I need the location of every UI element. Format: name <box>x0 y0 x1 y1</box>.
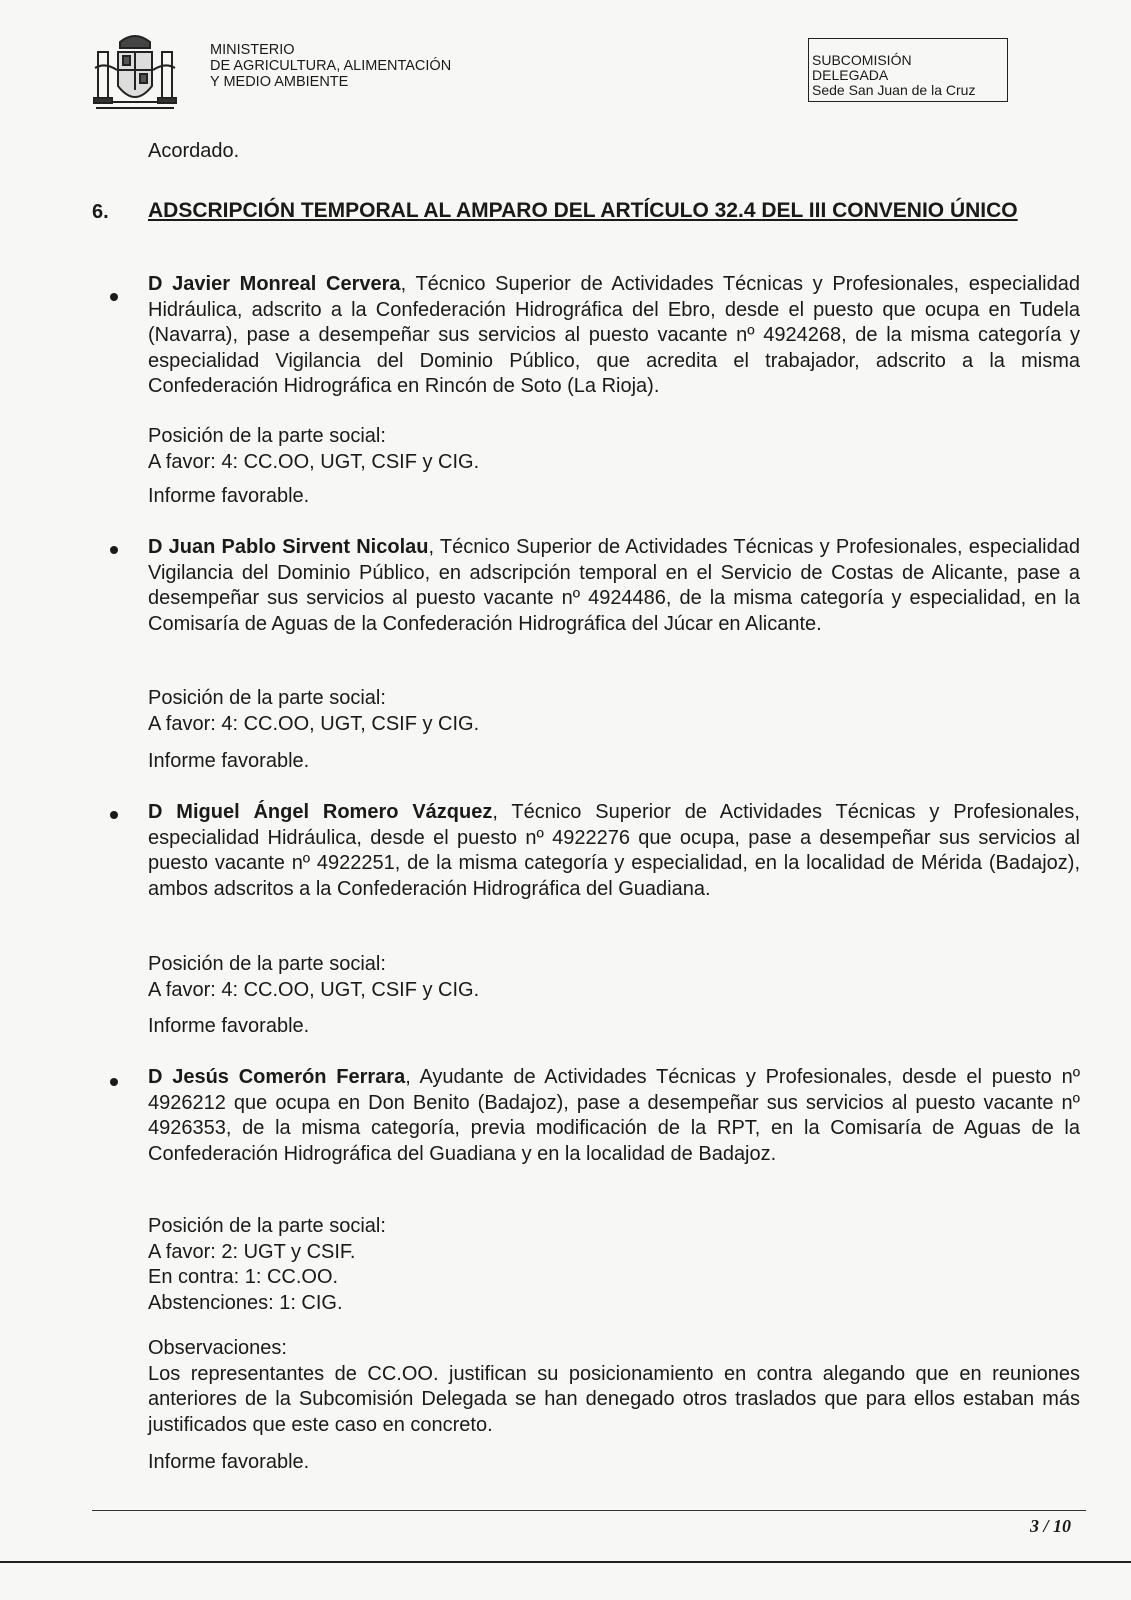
ministry-line: MINISTERIO <box>210 42 295 58</box>
person-name: D Miguel Ángel Romero Vázquez <box>148 801 493 823</box>
observations-text: Los representantes de CC.OO. justifican su posicionamiento en contra alegando que en reuniones anteriores de la Subcomisión Delegada se han denegado otros traslados que para ellos estaban más justificados que este caso en concreto. <box>148 1362 1080 1436</box>
item-text: , Ayudante de Actividades Técnicas y Profesionales, desde el puesto nº 4926212 que ocupa en Don Benito (Badajoz), pase a desempeñar sus servicios al puesto vacante nº 4926353, de la misma categoría, previa modificación de la RPT, en la Comisaría de Aguas de la Confederación Hidrográfica del Guadiana y en la localidad de Badajoz. <box>148 1066 1080 1165</box>
observations <box>148 1336 1080 1438</box>
position-line: En contra: 1: CC.OO. <box>148 1266 339 1288</box>
person-name: D Juan Pablo Sirvent Nicolau <box>148 536 429 558</box>
subcommission-line: DELEGADA <box>812 67 889 83</box>
bullet-icon <box>110 1078 118 1086</box>
social-position <box>148 424 479 475</box>
ministry-name <box>210 42 451 90</box>
list-item <box>148 535 1080 637</box>
bullet-icon <box>110 546 118 554</box>
scan-edge-line <box>0 1561 1131 1563</box>
subcommission-box <box>808 38 1008 102</box>
ministry-line: Y MEDIO AMBIENTE <box>210 74 349 90</box>
person-name: D Jesús Comerón Ferrara <box>148 1066 406 1088</box>
bullet-icon <box>110 293 118 301</box>
position-line: A favor: 2: UGT y CSIF. <box>148 1240 356 1263</box>
report-text: Informe favorable. <box>148 485 310 507</box>
report-text: Informe favorable. <box>148 1451 310 1473</box>
list-item <box>148 272 1080 400</box>
section-number: 6. <box>92 201 109 223</box>
position-line: A favor: 4: CC.OO, UGT, CSIF y CIG. <box>148 978 480 1001</box>
position-line: Posición de la parte social: <box>148 1215 386 1237</box>
list-item <box>148 800 1080 902</box>
social-position <box>148 952 479 1003</box>
item-paragraph <box>148 272 1080 400</box>
position-line: Posición de la parte social: <box>148 953 386 975</box>
item-text: , Técnico Superior de Actividades Técnicas y Profesionales, especialidad Hidráulica, adscrito a la Confederación Hidrográfica del Ebro, desde el puesto que ocupa en Tudela (Navarra), pase a desempeñar sus servicios al puesto vacante nº 4924268, de la misma categoría y especialidad Vigilancia del Dominio Público, que acredita el trabajador, adscrito a la misma Confederación Hidrográfica en Rincón de Soto (La Rioja). <box>148 273 1080 397</box>
subcommission-line: SUBCOMISIÓN <box>812 52 912 68</box>
section-title: ADSCRIPCIÓN TEMPORAL AL AMPARO DEL ARTÍCULO 32.4 DEL III CONVENIO ÚNICO <box>148 199 1018 222</box>
item-paragraph <box>148 1065 1080 1167</box>
ministry-line: DE AGRICULTURA, ALIMENTACIÓN <box>210 58 452 74</box>
item-paragraph <box>148 800 1080 902</box>
list-item <box>148 1065 1080 1167</box>
report-text: Informe favorable. <box>148 1015 310 1037</box>
page-header <box>0 0 1131 120</box>
report-text: Informe favorable. <box>148 750 310 772</box>
coat-of-arms-icon <box>90 28 180 114</box>
footer-divider <box>92 1510 1086 1511</box>
bullet-icon <box>110 811 118 819</box>
social-position <box>148 686 479 737</box>
person-name: D Javier Monreal Cervera <box>148 273 401 295</box>
position-line: Posición de la parte social: <box>148 687 386 709</box>
item-text: , Técnico Superior de Actividades Técnicas y Profesionales, especialidad Vigilancia del Dominio Público, en adscripción temporal en el Servicio de Costas de Alicante, pase a desempeñar sus servicios al puesto vacante nº 4924486, de la misma categoría y especialidad, en la Comisaría de Aguas de la Confederación Hidrográfica del Júcar en Alicante. <box>148 536 1080 635</box>
item-paragraph <box>148 535 1080 637</box>
position-line: A favor: 4: CC.OO, UGT, CSIF y CIG. <box>148 712 480 735</box>
agreed-text: Acordado. <box>148 140 240 162</box>
social-position <box>148 1214 386 1316</box>
item-text: , Técnico Superior de Actividades Técnicas y Profesionales, especialidad Hidráulica, desde el puesto nº 4922276 que ocupa, pase a desempeñar sus servicios al puesto vacante nº 4922251, de la misma categoría y especialidad, en la localidad de Mérida (Badajoz), ambos adscritos a la Confederación Hidrográfica del Guadiana. <box>148 801 1080 900</box>
subcommission-line: Sede San Juan de la Cruz <box>812 82 976 98</box>
position-line: Abstenciones: 1: CIG. <box>148 1291 343 1314</box>
page-number: 3 / 10 <box>1030 1516 1072 1536</box>
observations-label: Observaciones: <box>148 1337 287 1359</box>
position-line: A favor: 4: CC.OO, UGT, CSIF y CIG. <box>148 450 480 473</box>
position-line: Posición de la parte social: <box>148 425 386 447</box>
